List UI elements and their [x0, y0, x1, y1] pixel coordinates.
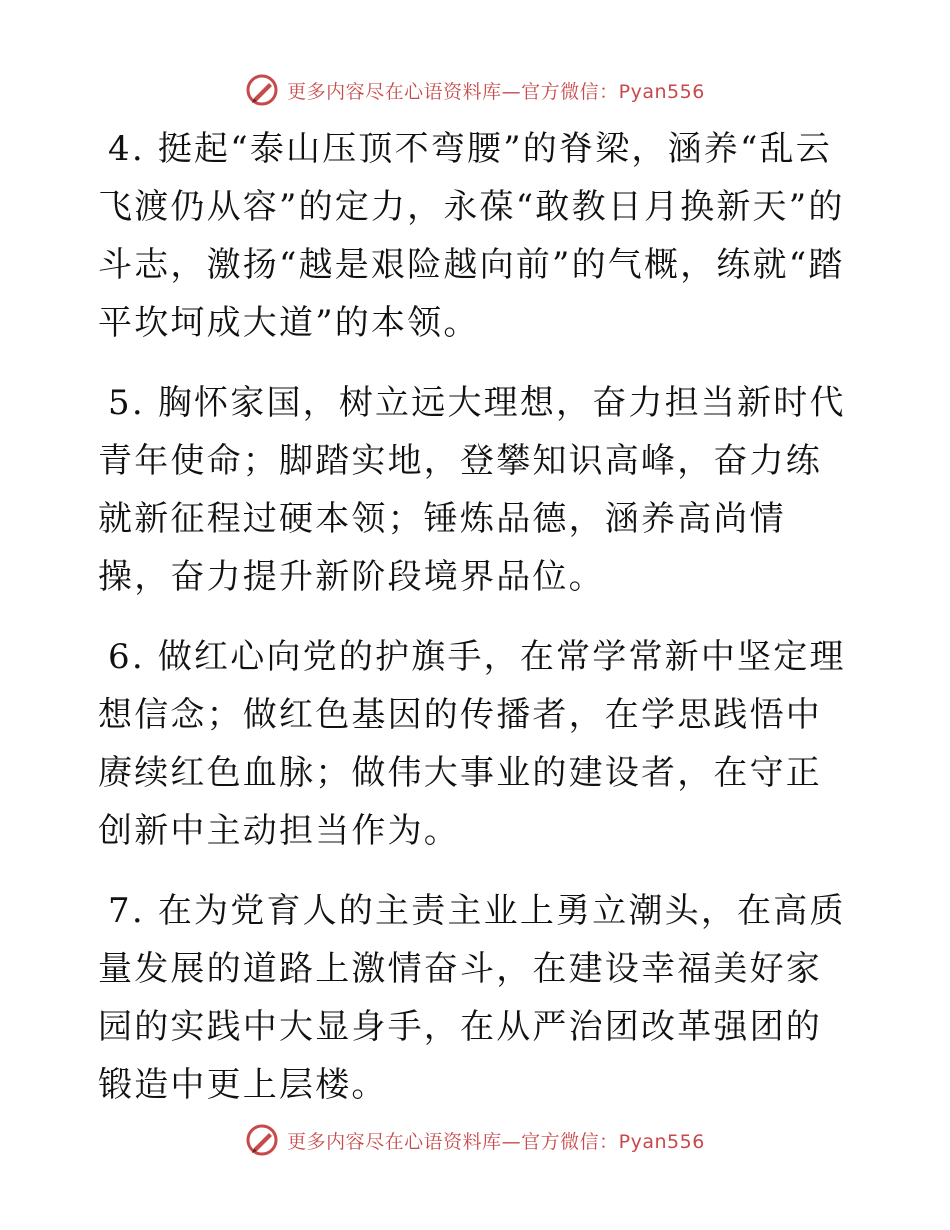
header-banner-text: 更多内容尽在心语资料库—官方微信：Pyan556 [287, 80, 705, 103]
document-body [98, 120, 858, 1136]
pen-logo-icon [245, 73, 279, 107]
header-banner [0, 70, 950, 110]
paragraph-4: 4. 挺起“泰山压顶不弯腰”的脊梁，涵养“乱云飞渡仍从容”的定力，永葆“敢教日月换新天”的斗志，激扬“越是艰险越向前”的气概，练就“踏平坎坷成大道”的本领。 [98, 129, 845, 343]
paragraph-6: 6. 做红心向党的护旗手，在常学常新中坚定理想信念；做红色基因的传播者，在学思践悟中赓续红色血脉；做伟大事业的建设者，在守正创新中主动担当作为。 [98, 637, 846, 851]
footer-banner [0, 1120, 950, 1160]
paragraph-7: 7. 在为党育人的主责主业上勇立潮头，在高质量发展的道路上激情奋斗，在建设幸福美好家园的实践中大显身手，在从严治团改革强团的锻造中更上层楼。 [98, 891, 846, 1105]
pen-logo-icon [245, 1123, 279, 1157]
paragraph-5: 5. 胸怀家国，树立远大理想，奋力担当新时代青年使命；脚踏实地，登攀知识高峰，奋力练就新征程过硬本领；锤炼品德，涵养高尚情操，奋力提升新阶段境界品位。 [98, 383, 846, 597]
footer-banner-text: 更多内容尽在心语资料库—官方微信：Pyan556 [287, 1130, 705, 1153]
